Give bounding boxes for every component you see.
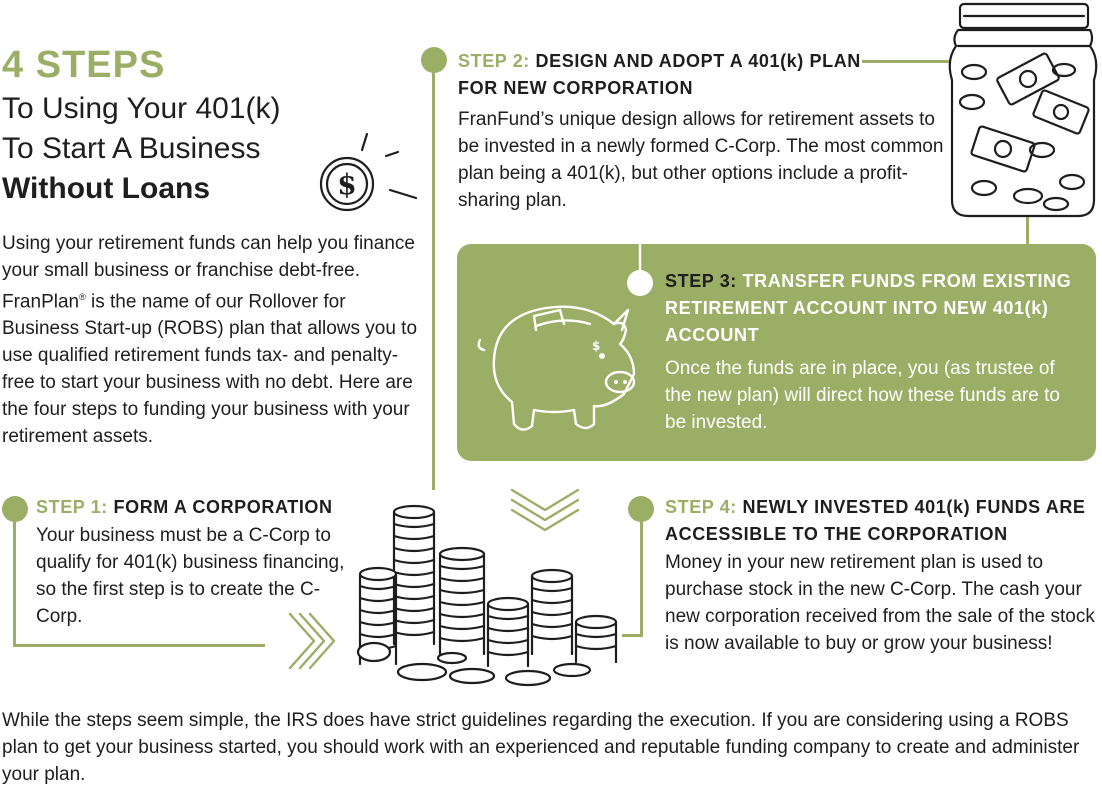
step4-connector-vertical: [640, 508, 643, 636]
title-line-3: Without Loans: [2, 172, 211, 205]
dollar-coin-icon: [312, 124, 422, 214]
piggy-bank-icon: [474, 290, 644, 442]
chevron-right-icon: [288, 612, 336, 670]
intro-paragraph: Using your retirement funds can help you finance your small business or franchise debt-free. FranPlan® is the name of our Rollover for Business Start-up (ROBS) plan that allows you to use qualified retirement funds tax- and penalty-free to start your business with no debt. Here are the four steps to funding your business with your retirement assets.: [2, 233, 418, 448]
step4-heading: STEP 4: NEWLY INVESTED 401(k) FUNDS ARE ACCESSIBLE TO THE CORPORATION: [665, 497, 1086, 544]
title-line-2: To Start A Business: [2, 132, 261, 165]
title-count: 4 STEPS: [2, 44, 166, 86]
step1-heading: STEP 1: FORM A CORPORATION: [36, 497, 333, 517]
step1-dot: [2, 496, 28, 522]
step4-dot: [628, 496, 654, 522]
step1-connector-vertical: [13, 508, 16, 646]
step4-body: Money in your new retirement plan is used to purchase stock in the new C-Corp. The cash your new corporation received from the sale of the stock is now available to buy or grow your business!: [665, 552, 1095, 654]
svg-text:$: $: [337, 168, 357, 201]
step4-connector-horizontal: [622, 634, 643, 637]
step2-body: FranFund’s unique design allows for retirement assets to be invested in a newly formed C-Corp. The most common plan being a 401(k), but other options include a profit-sharing plan.: [458, 109, 944, 211]
step1-connector-horizontal: [13, 644, 265, 647]
step1-body: Your business must be a C-Corp to qualify for 401(k) business financing, so the first step is to create the C-Corp.: [36, 525, 345, 627]
step2-dot: [421, 47, 447, 73]
step2-heading: STEP 2: DESIGN AND ADOPT A 401(k) PLAN FOR NEW CORPORATION: [458, 51, 861, 98]
timeline-vertical-line-main: [432, 60, 435, 490]
step3-body: Once the funds are in place, you (as trustee of the new plan) will direct how these funds are to be invested.: [665, 358, 1060, 433]
title-line-1: To Using Your 401(k): [2, 92, 281, 125]
coin-stacks-icon: [352, 494, 622, 694]
step3-connector-line: [630, 244, 650, 274]
money-jar-icon: [944, 0, 1102, 222]
footer-paragraph: While the steps seem simple, the IRS does have strict guidelines regarding the execution. If you are considering using a ROBS plan to get your business started, you should work with an experienced and reputable funding company to create and administer your plan.: [2, 710, 1080, 785]
step3-heading: STEP 3: TRANSFER FUNDS FROM EXISTING RETIREMENT ACCOUNT INTO NEW 401(k) ACCOUNT: [665, 271, 1072, 345]
svg-text:$: $: [592, 339, 601, 353]
